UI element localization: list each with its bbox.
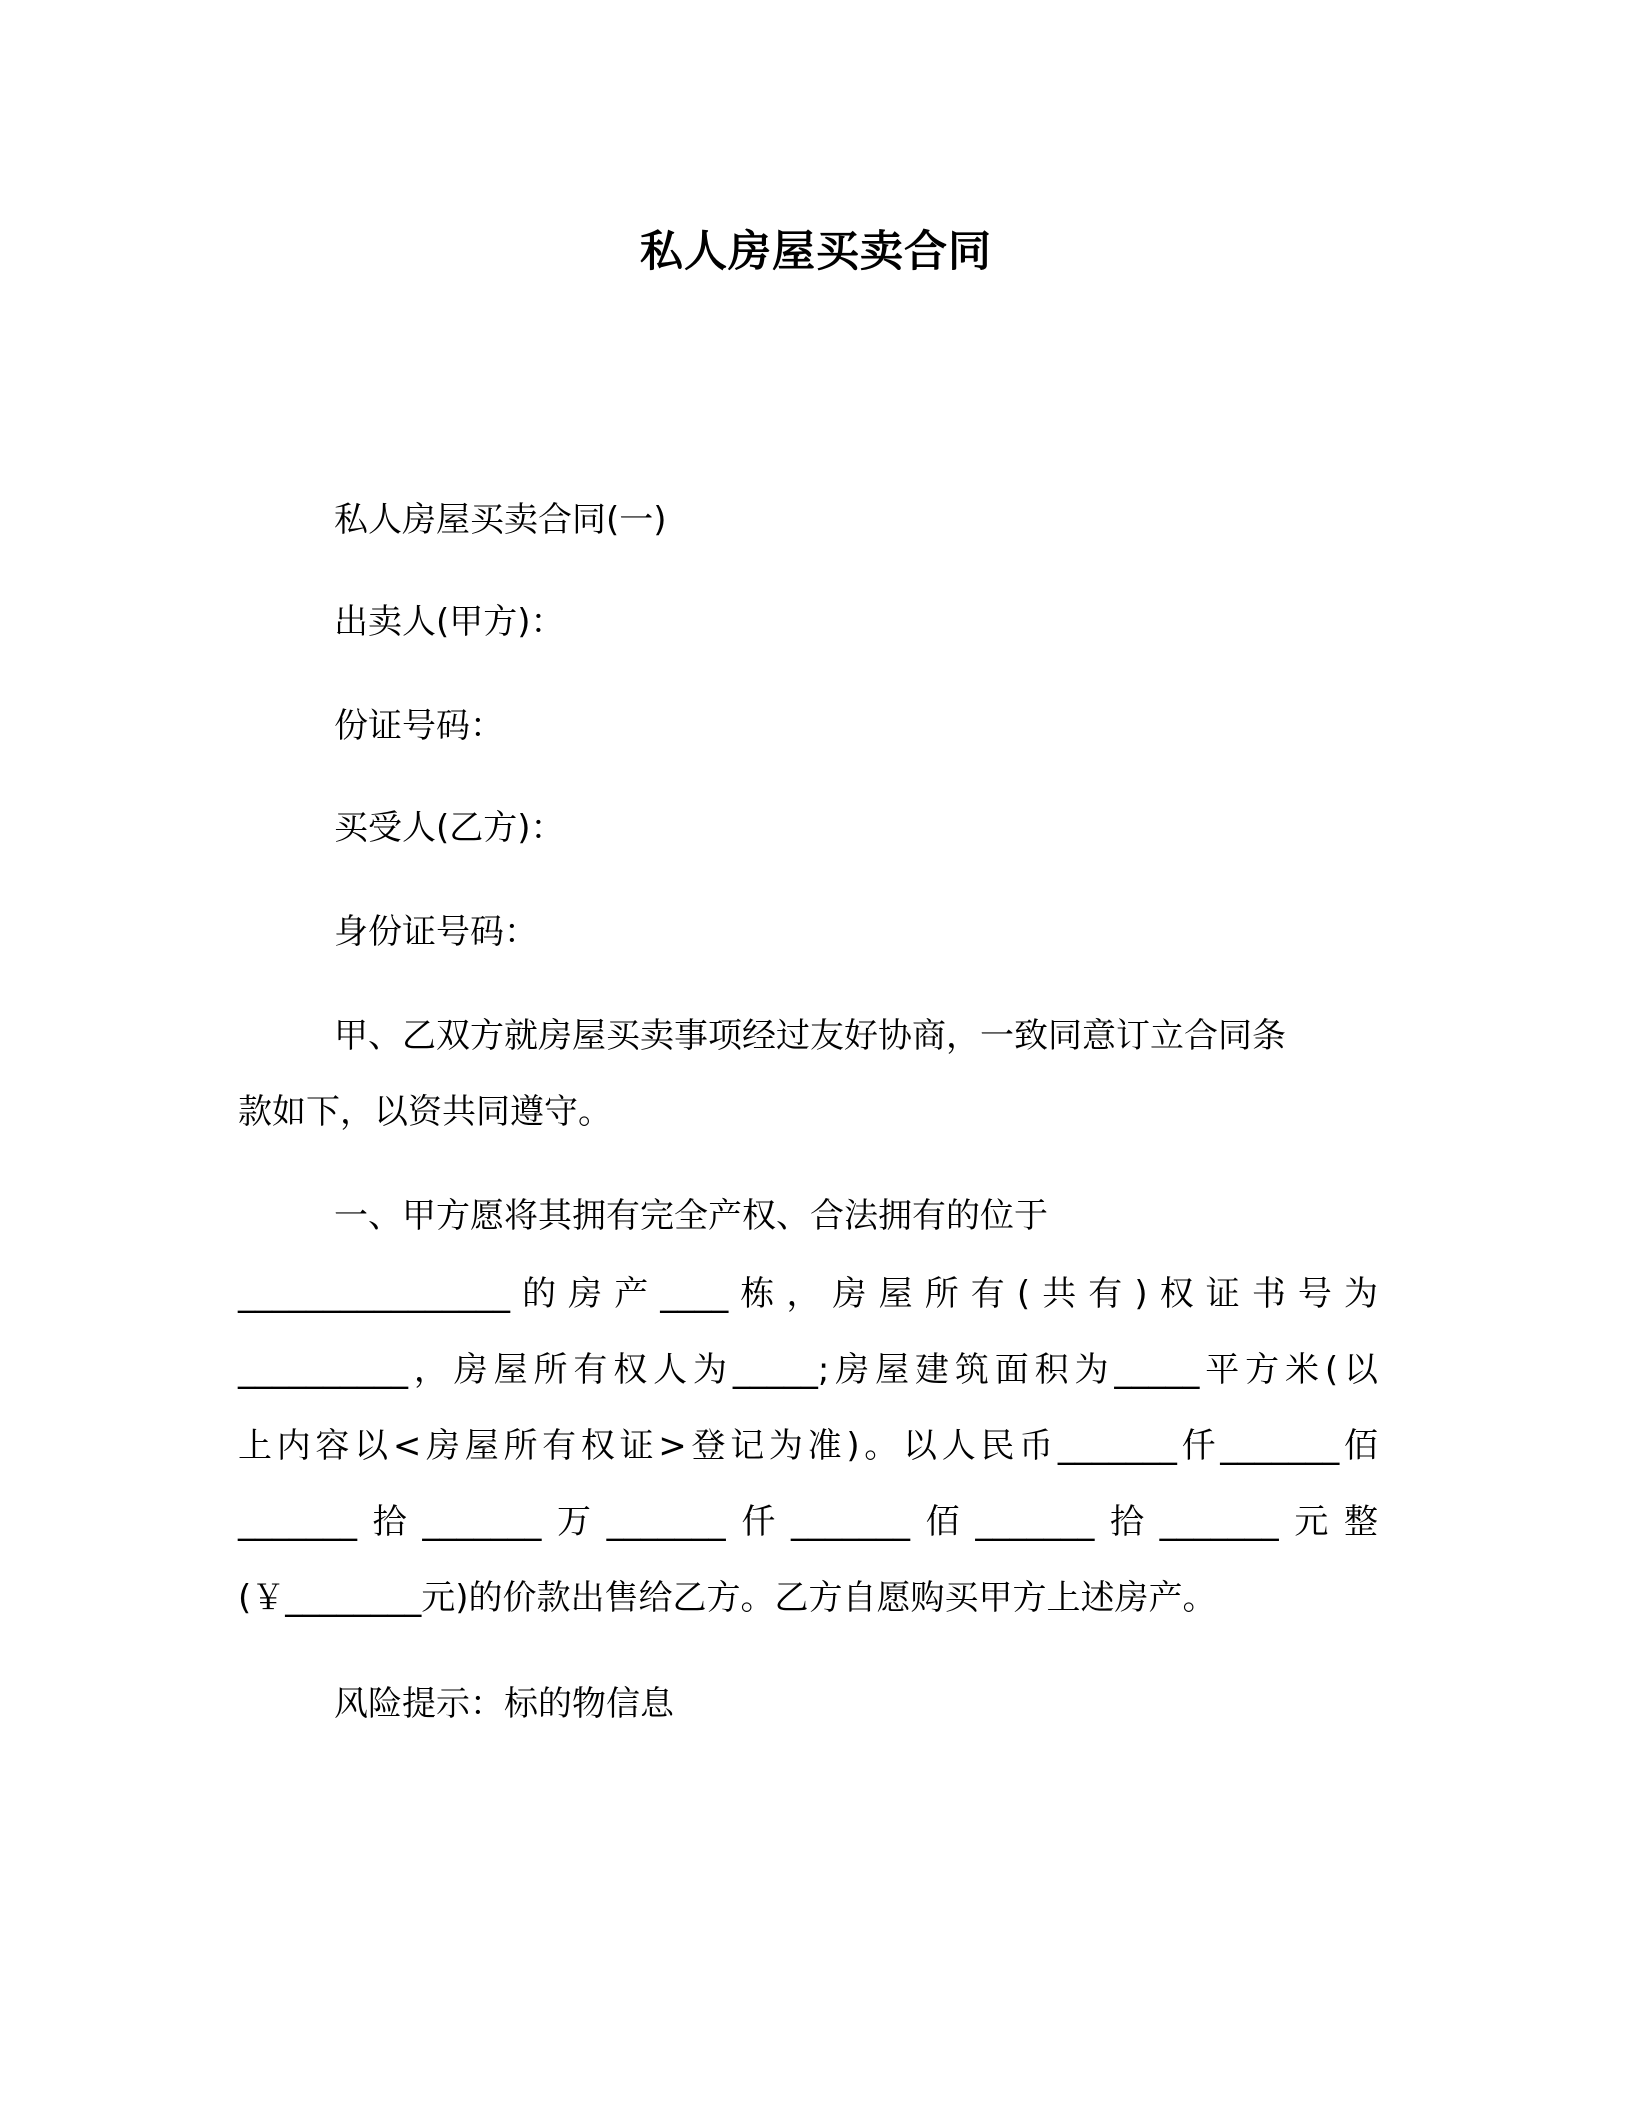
intro-line-1: 甲、乙双方就房屋买卖事项经过友好协商，一致同意订立合同条 [334,1016,1286,1056]
clause-1-line-6: (￥________元)的价款出售给乙方。乙方自愿购买甲方上述房产。 [238,1578,1217,1618]
buyer-label: 买受人(乙方)： [334,808,565,848]
clause-1-line-3: __________，房屋所有权人为_____;房屋建筑面积为_____平方米(以 [238,1350,1378,1390]
intro-line-2: 款如下，以资共同遵守。 [238,1092,612,1132]
seller-id-label: 份证号码： [334,706,504,746]
clause-1-line-2: ________________的房产____栋，房屋所有(共有)权证书号为 [238,1274,1378,1314]
clause-1-line-1: 一、甲方愿将其拥有完全产权、合法拥有的位于 [334,1196,1048,1236]
document-title: 私人房屋买卖合同 [640,227,992,277]
buyer-id-label: 身份证号码： [334,912,538,952]
clause-1-line-5: _______拾_______万_______仟_______佰_______拾_______元整 [238,1502,1378,1542]
contract-subtitle: 私人房屋买卖合同(一) [334,500,667,540]
clause-1-line-4: 上内容以<房屋所有权证>登记为准)。以人民币_______仟_______佰 [238,1426,1378,1466]
risk-note: 风险提示：标的物信息 [334,1684,674,1724]
seller-label: 出卖人(甲方)： [334,602,565,642]
